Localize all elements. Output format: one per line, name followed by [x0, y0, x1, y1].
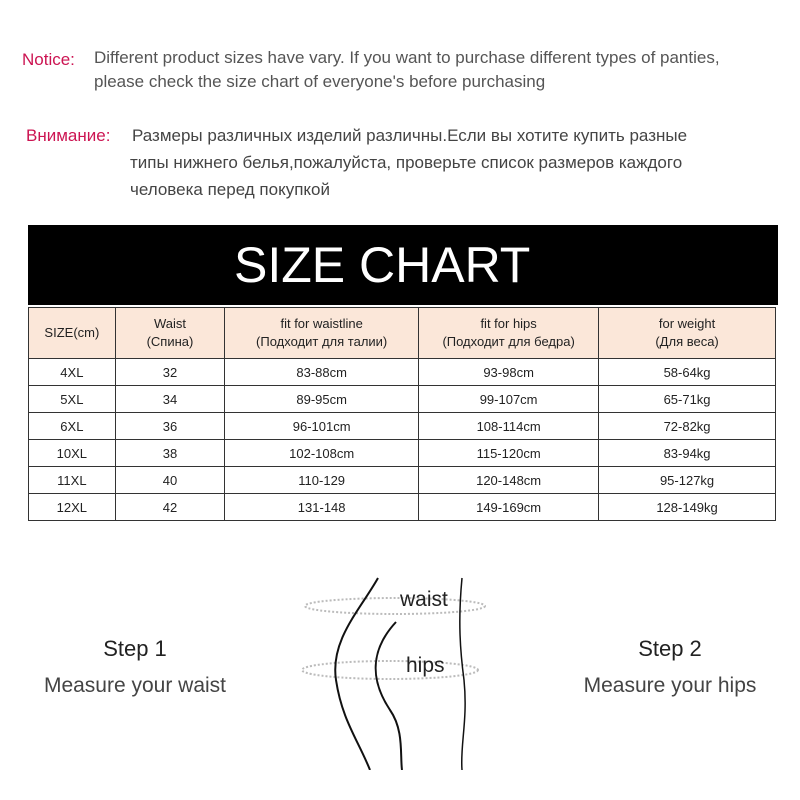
header-hips: fit for hips (Подходит для бедра) [419, 308, 599, 359]
size-table [28, 307, 776, 521]
header-waistline: fit for waistline (Подходит для талии) [225, 308, 419, 359]
notice-line-1: Different product sizes have vary. If you want to purchase different types of panties, [94, 48, 720, 67]
table-row: 11XL 40 110-129 120-148cm 95-127kg [29, 467, 776, 494]
notice-block [22, 46, 792, 94]
vnimanie-line-1: Размеры различных изделий различны.Если вы хотите купить разные [132, 126, 688, 145]
table-row: 12XL 42 131-148 149-169cm 128-149kg [29, 494, 776, 521]
table-row: 6XL 36 96-101cm 108-114cm 72-82kg [29, 413, 776, 440]
step-1 [30, 636, 240, 698]
table-row: 5XL 34 89-95cm 99-107cm 65-71kg [29, 386, 776, 413]
vnimanie-block [22, 122, 792, 203]
table-row: 4XL 32 83-88cm 93-98cm 58-64kg [29, 359, 776, 386]
body-measure-figure [300, 570, 500, 770]
vnimanie-line-2: типы нижнего белья,пожалуйста, проверьте список размеров каждого [130, 153, 683, 172]
step-2-title: Step 2 [638, 636, 702, 661]
notice-label: Notice: [22, 50, 75, 69]
vnimanie-line-3: человека перед покупкой [130, 180, 331, 199]
vnimanie-label: Внимание: [26, 126, 111, 145]
size-chart-banner [28, 225, 778, 305]
table-row: 10XL 38 102-108cm 115-120cm 83-94kg [29, 440, 776, 467]
header-size: SIZE(cm) [29, 308, 116, 359]
table-header-row [29, 308, 776, 359]
hips-label: hips [406, 654, 445, 677]
step-2-desc: Measure your hips [583, 674, 757, 697]
step-1-title: Step 1 [103, 636, 167, 661]
header-weight: for weight (Для веса) [599, 308, 776, 359]
waist-label: waist [400, 588, 448, 611]
step-2 [570, 636, 770, 698]
step-1-desc: Measure your waist [43, 674, 227, 697]
size-chart-title: SIZE CHART [234, 237, 531, 293]
notice-line-2: please check the size chart of everyone's before purchasing [94, 72, 546, 91]
header-waist: Waist (Спина) [115, 308, 224, 359]
